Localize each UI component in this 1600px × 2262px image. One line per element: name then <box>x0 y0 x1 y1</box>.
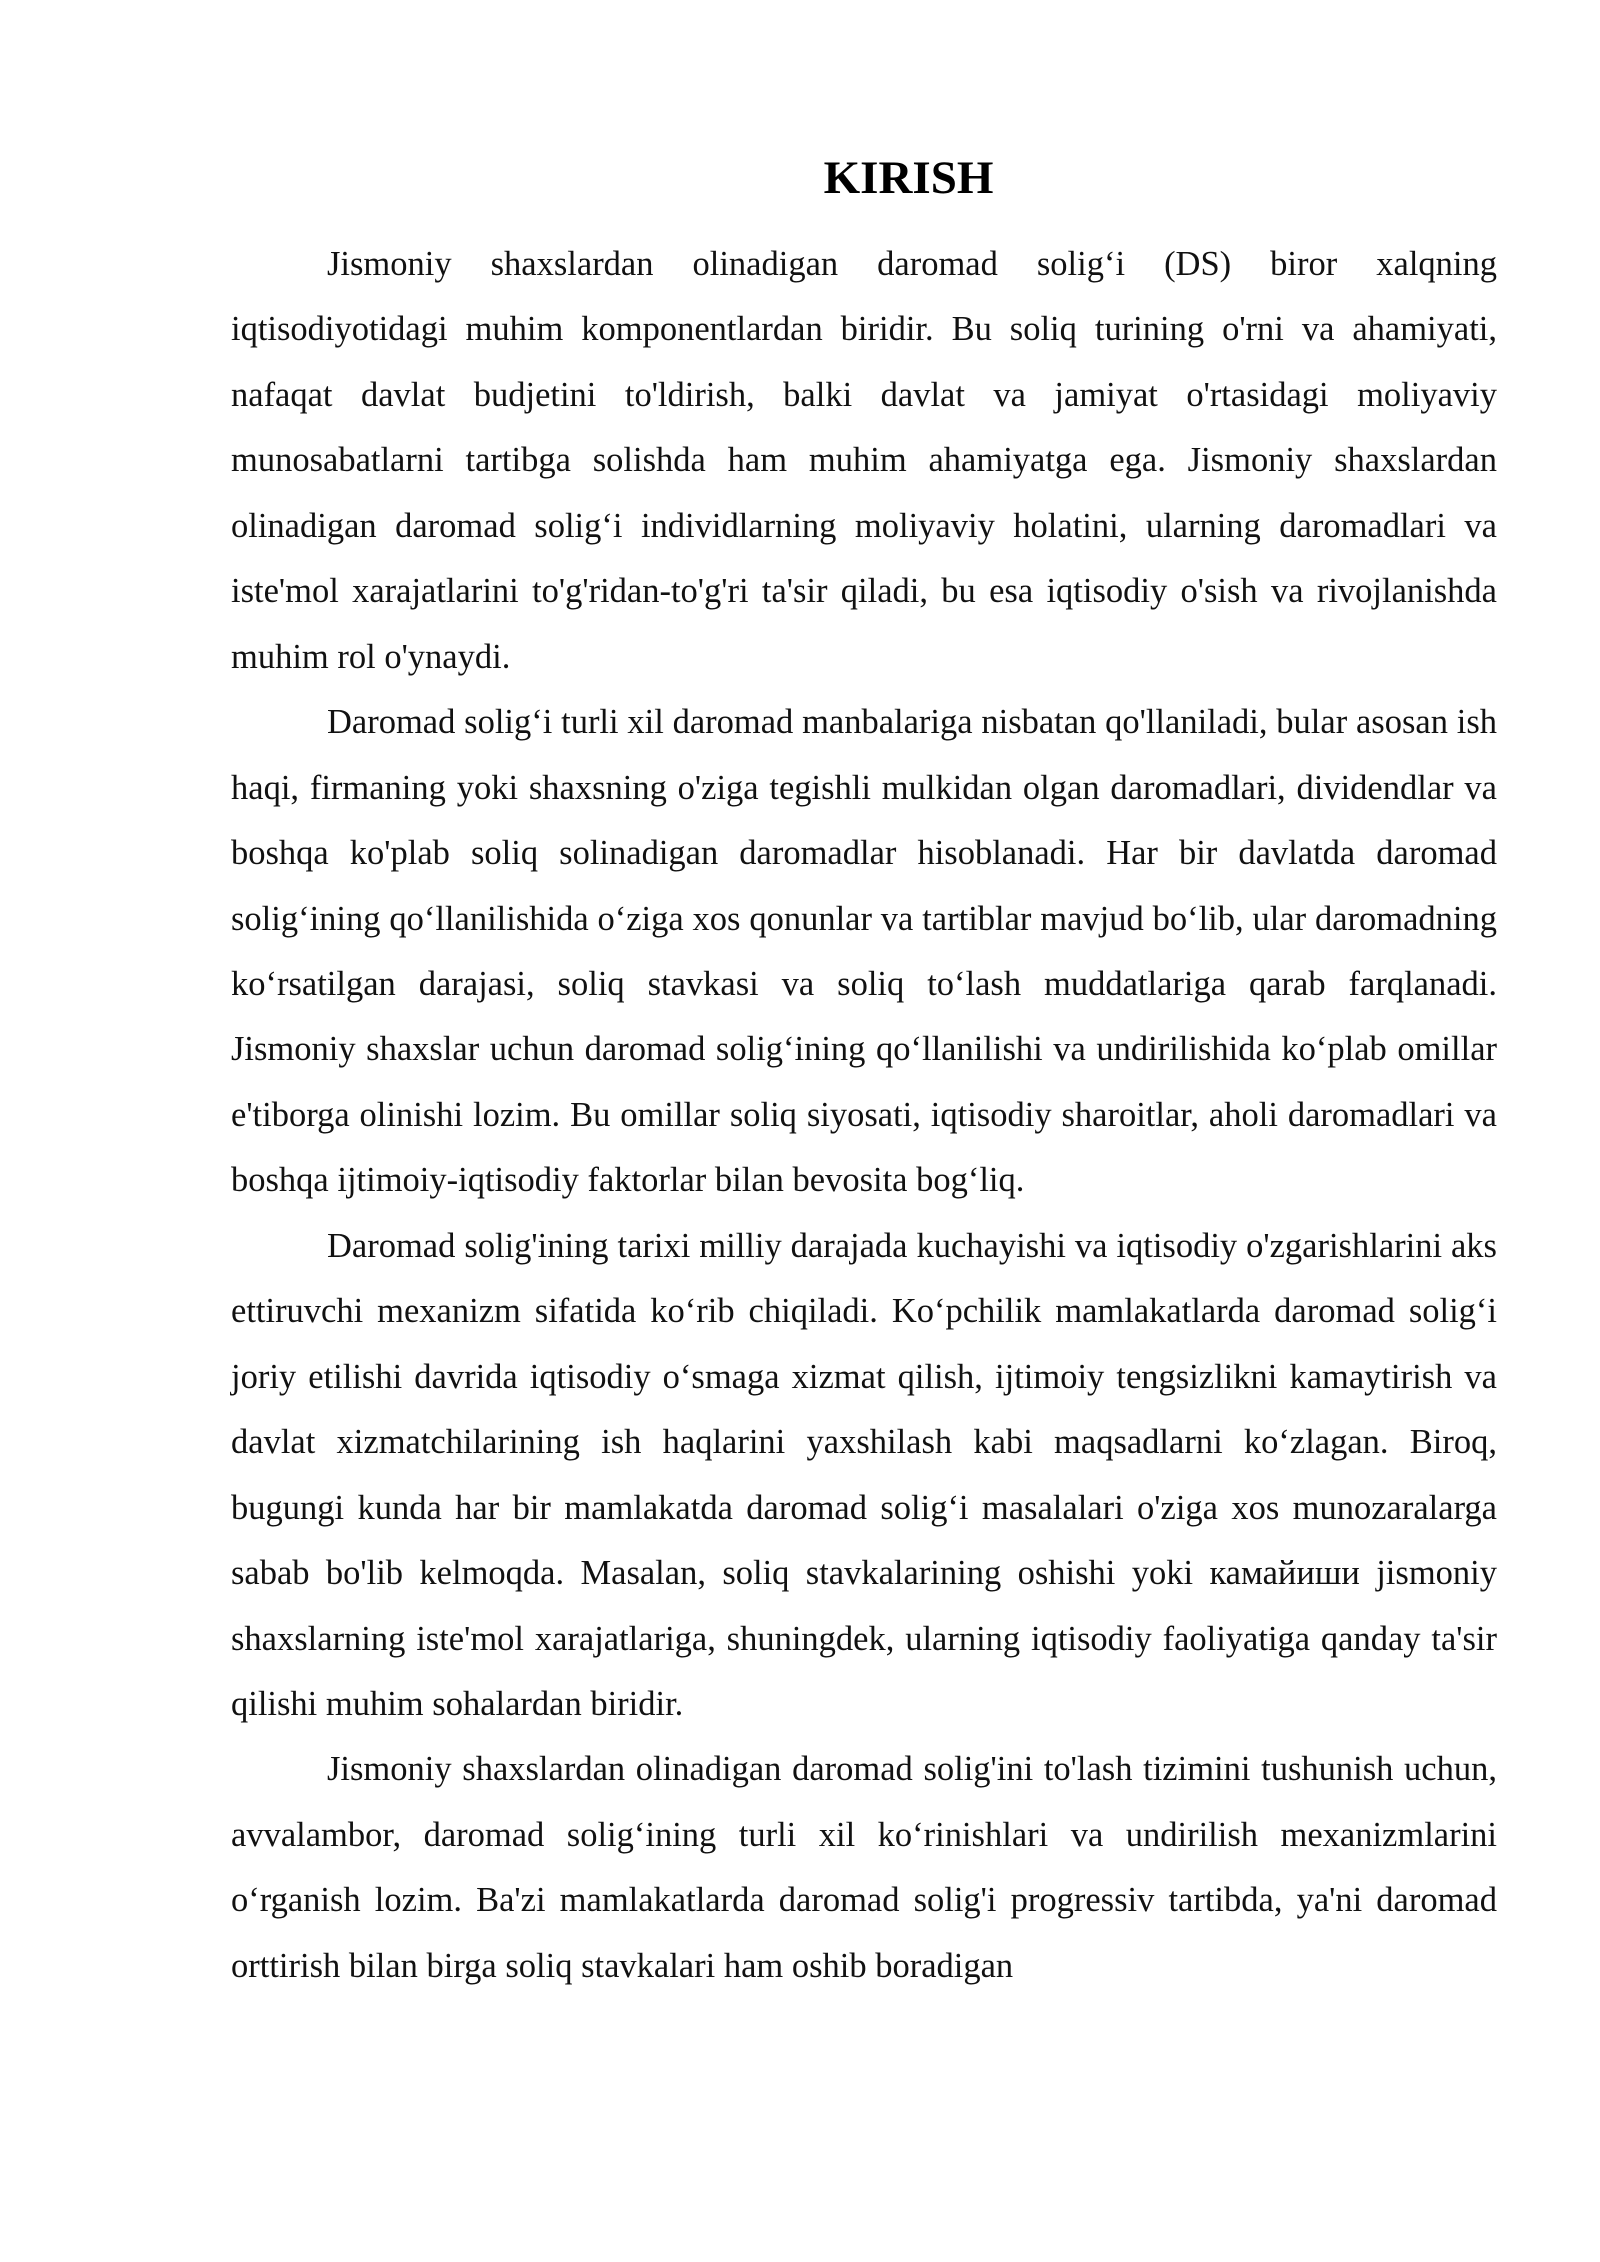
page-title: KIRISH <box>823 152 994 204</box>
document-body <box>231 232 1497 1999</box>
paragraph-1: Jismoniy shaxslardan olinadigan daromad solig‘i (DS) biror xalqning iqtisodiyotidagi muhim komponentlardan biridir. Bu soliq turining o'rni va ahamiyati, nafaqat davlat budjetini to'ldirish, balki davlat va jamiyat o'rtasidagi moliyaviy munosabatlarni tartibga solishda ham muhim ahamiyatga ega. Jismoniy shaxslardan olinadigan daromad solig‘i individlarning moliyaviy holatini, ularning daromadlari va iste'mol xarajatlarini to'g'ridan-to'g'ri ta'sir qiladi, bu esa iqtisodiy o'sish va rivojlanishda muhim rol o'ynaydi. <box>231 245 1497 676</box>
paragraph-2: Daromad solig‘i turli xil daromad manbalariga nisbatan qo'llaniladi, bular asosan ish haqi, firmaning yoki shaxsning o'ziga tegishli mulkidan olgan daromadlari, dividendlar va boshqa ko'plab soliq solinadigan daromadlar hisoblanadi. Har bir davlatda daromad solig‘ining qo‘llanilishida o‘ziga xos qonunlar va tartiblar mavjud bo‘lib, ular daromadning ko‘rsatilgan darajasi, soliq stavkasi va soliq to‘lash muddatlariga qarab farqlanadi. Jismoniy shaxslar uchun daromad solig‘ining qo‘llanilishi va undirilishida ko‘plab omillar e'tiborga olinishi lozim. Bu omillar soliq siyosati, iqtisodiy sharoitlar, aholi daromadlari va boshqa ijtimoiy-iqtisodiy faktorlar bilan bevosita bog‘liq. <box>231 703 1497 1200</box>
paragraph-4: Jismoniy shaxslardan olinadigan daromad solig'ini to'lash tizimini tushunish uchun, avvalambor, daromad solig‘ining turli xil ko‘rinishlari va undirilish mexanizmlarini o‘rganish lozim. Ba'zi mamlakatlarda daromad solig'i progressiv tartibda, ya'ni daromad orttirish bilan birga soliq stavkalari ham oshib boradigan <box>231 1750 1497 1985</box>
paragraph-3: Daromad solig'ining tarixi milliy darajada kuchayishi va iqtisodiy o'zgarishlarini aks ettiruvchi mexanizm sifatida ko‘rib chiqiladi. Ko‘pchilik mamlakatlarda daromad solig‘i joriy etilishi davrida iqtisodiy o‘smaga xizmat qilish, ijtimoiy tengsizlikni kamaytirish va davlat xizmatchilarining ish haqlarini yaxshilash kabi maqsadlarni ko‘zlagan. Biroq, bugungi kunda har bir mamlakatda daromad solig‘i masalalari o'ziga xos munozaralarga sabab bo'lib kelmoqda. Masalan, soliq stavkalarining oshishi yoki камайиши jismoniy shaxslarning iste'mol xarajatlariga, shuningdek, ularning iqtisodiy faoliyatiga qanday ta'sir qilishi muhim sohalardan biridir. <box>231 1226 1497 1723</box>
